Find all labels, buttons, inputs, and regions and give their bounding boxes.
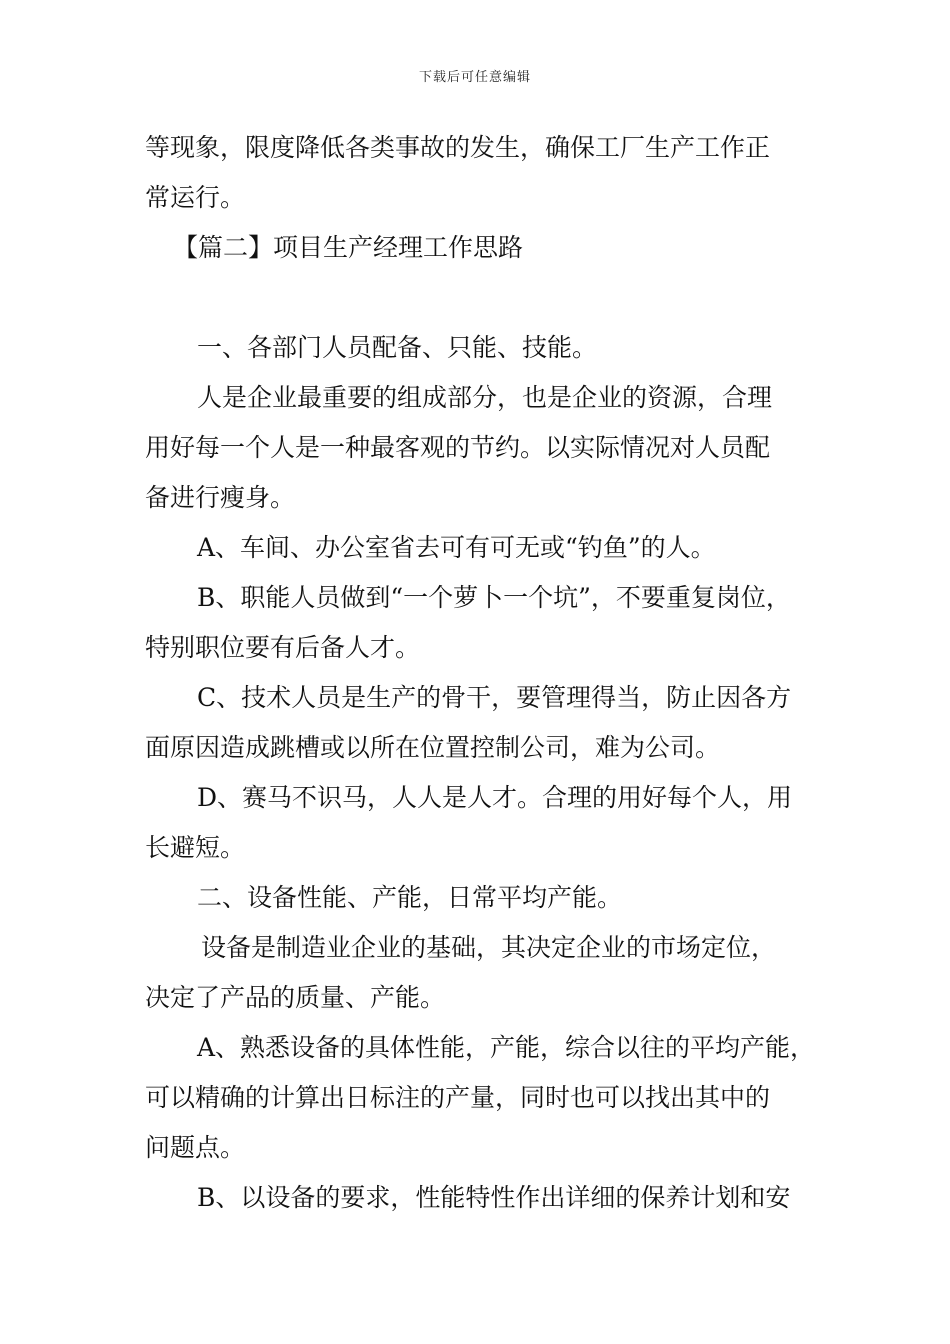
text-line: 备进行瘦身。 <box>145 483 296 512</box>
text-line: 长避短。 <box>145 833 246 862</box>
text-line: C、技术人员是生产的骨干，要管理得当，防止因各方 <box>197 683 792 712</box>
text-line: 等现象，限度降低各类事故的发生，确保工厂生产工作正 <box>145 133 771 162</box>
text-line: 人是企业最重要的组成部分，也是企业的资源，合理 <box>197 383 773 412</box>
text-line: 用好每一个人是一种最客观的节约。以实际情况对人员配 <box>145 433 771 462</box>
text-line: A、熟悉设备的具体性能，产能，综合以往的平均产能， <box>197 1033 816 1062</box>
text-line: 特别职位要有后备人才。 <box>145 633 421 662</box>
text-line: A、车间、办公室省去可有可无或“钓鱼”的人。 <box>197 533 716 562</box>
text-line: 面原因造成跳槽或以所在位置控制公司，难为公司。 <box>145 733 721 762</box>
text-line: 常运行。 <box>145 183 246 212</box>
text-line: 问题点。 <box>145 1133 246 1162</box>
text-line: 设备是制造业企业的基础，其决定企业的市场定位， <box>201 933 777 962</box>
section-heading: 【篇二】项目生产经理工作思路 <box>173 233 524 262</box>
text-line: B、职能人员做到“一个萝卜一个坑”，不要重复岗位， <box>197 583 791 612</box>
subsection-heading: 二、设备性能、产能，日常平均产能。 <box>197 883 623 912</box>
text-line: B、以设备的要求，性能特性作出详细的保养计划和安 <box>197 1183 791 1212</box>
subsection-heading: 一、各部门人员配备、只能、技能。 <box>197 333 598 362</box>
page-header-note: 下载后可任意编辑 <box>418 70 531 85</box>
text-line: 决定了产品的质量、产能。 <box>145 983 446 1012</box>
text-line: 可以精确的计算出日标注的产量，同时也可以找出其中的 <box>145 1083 771 1112</box>
text-line: D、赛马不识马，人人是人才。合理的用好每个人，用 <box>197 783 793 812</box>
